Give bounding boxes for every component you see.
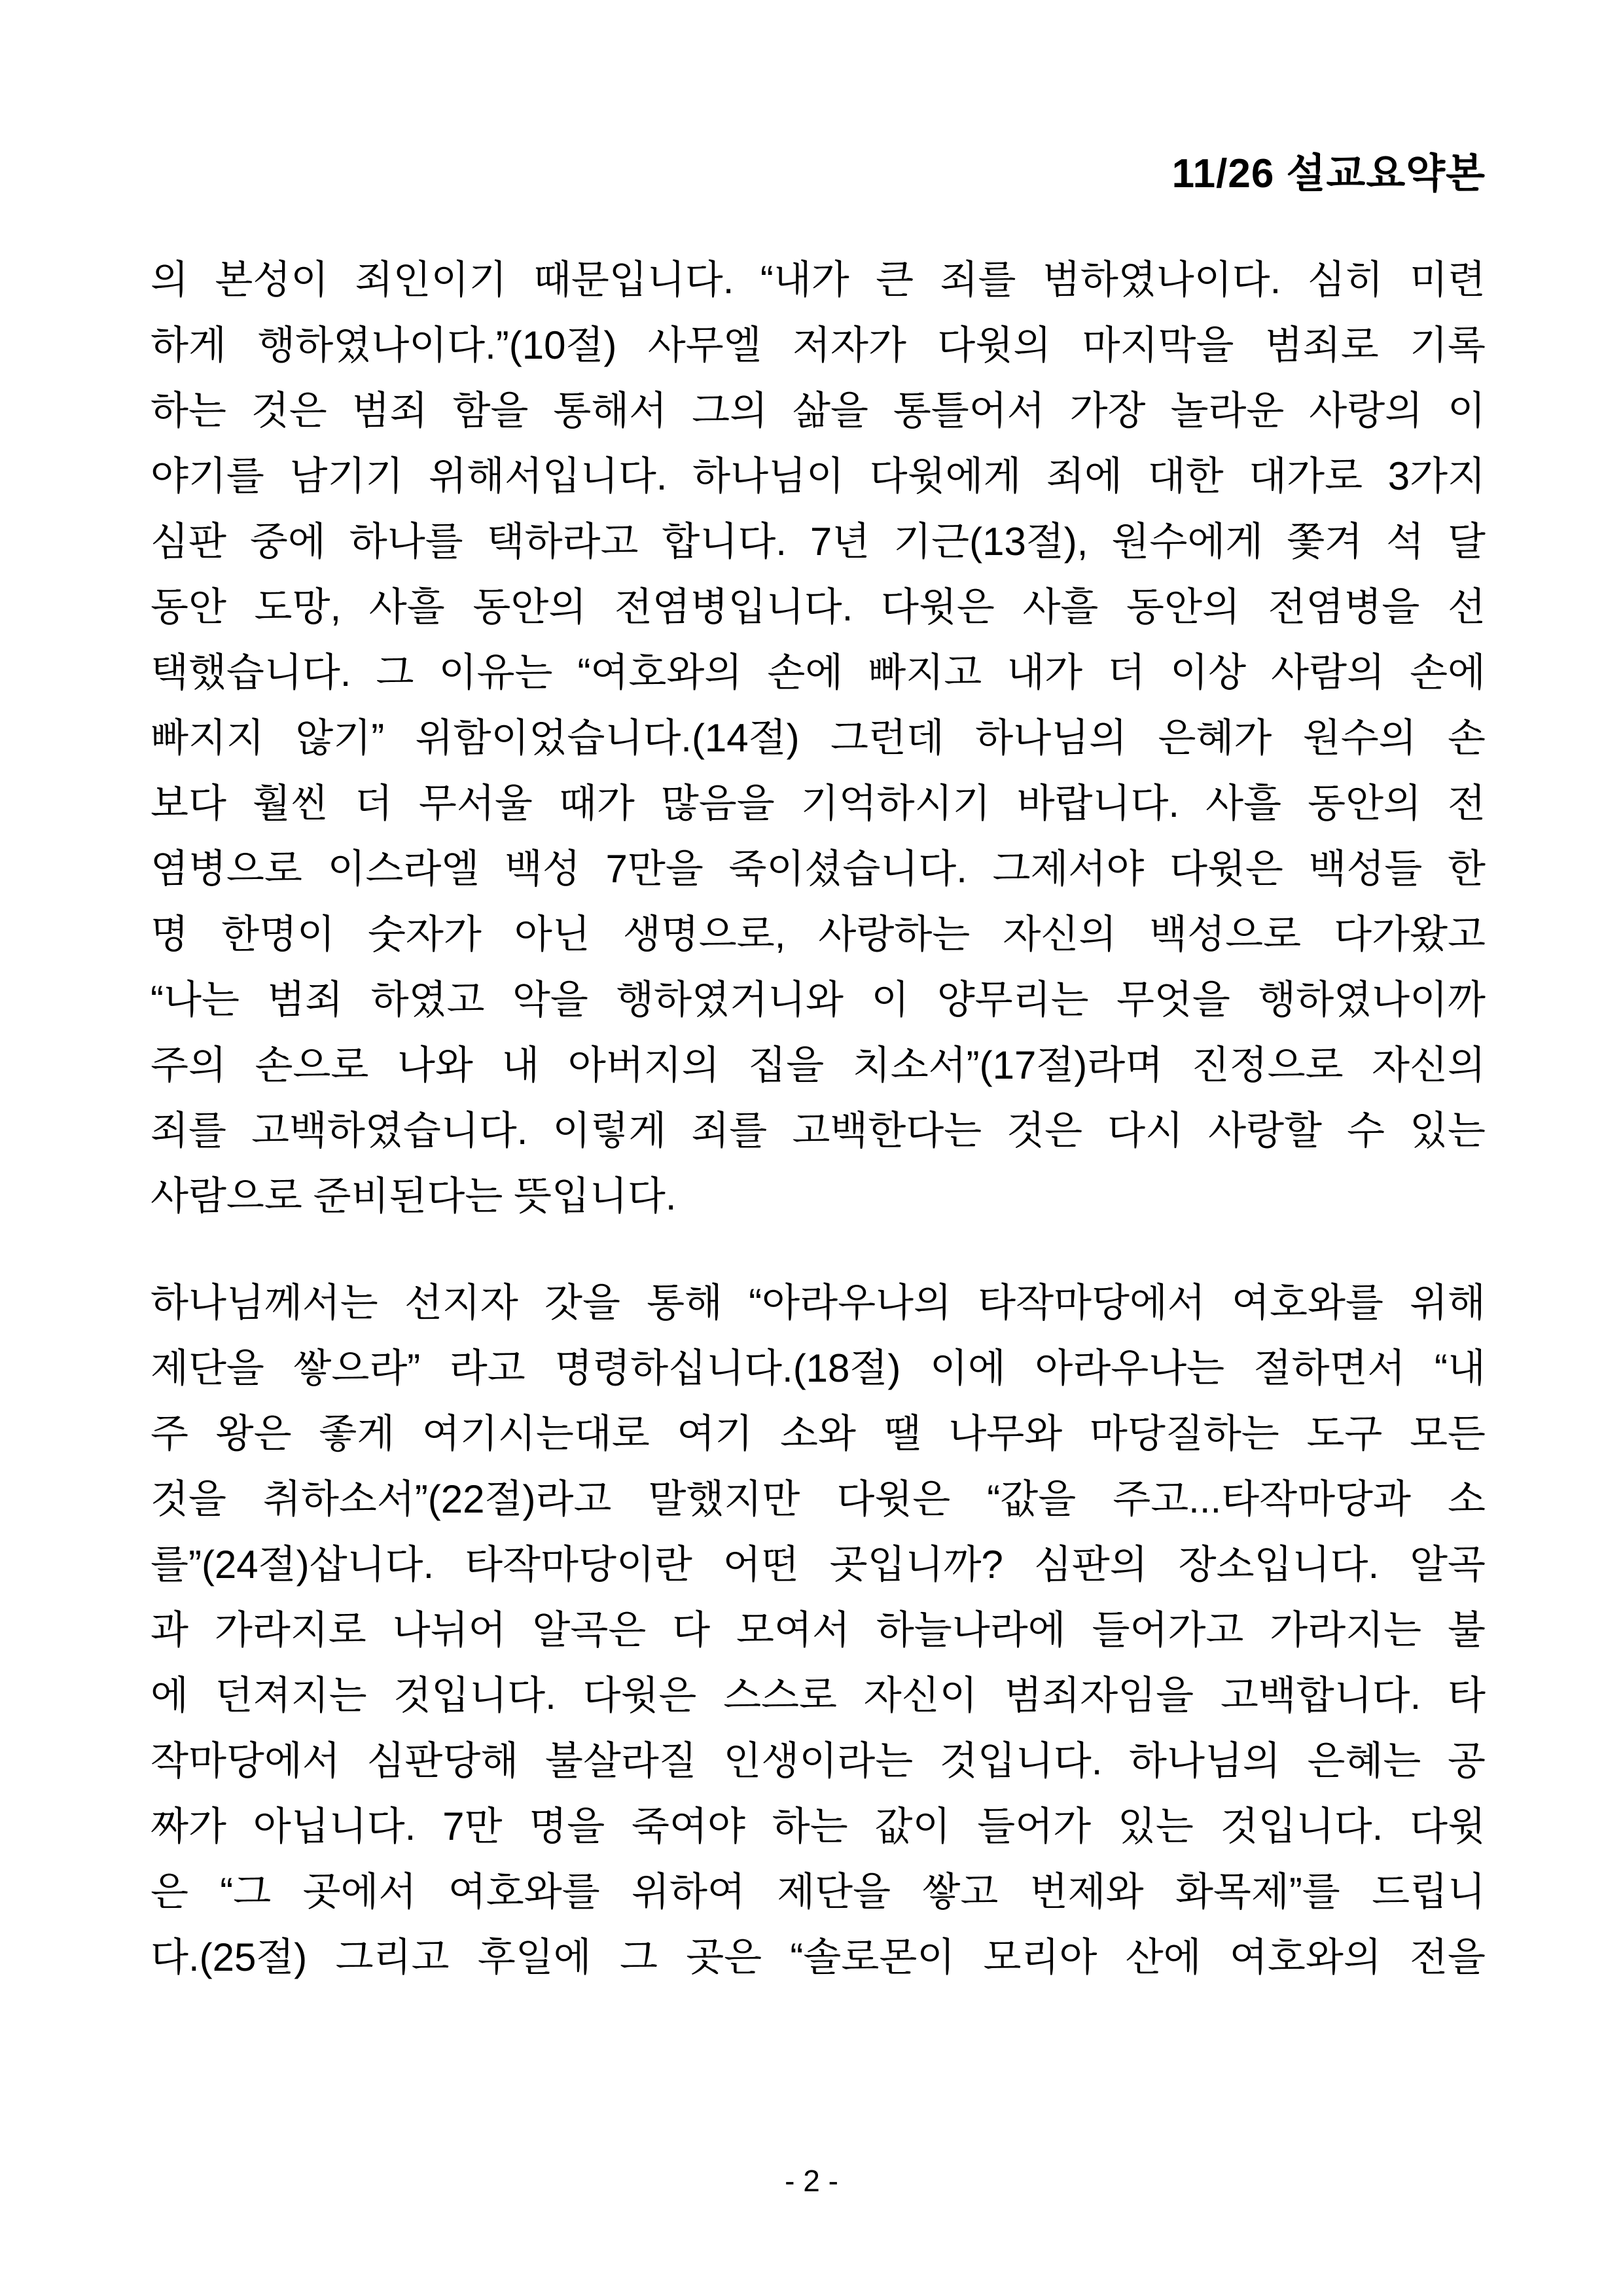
text-line: 보다 훨씬 더 무서울 때가 많음을 기억하시기 바랍니다. 사흘 동안의 전 xyxy=(151,781,1486,825)
paragraph-2 xyxy=(151,1270,1486,1990)
text-line: 은 “그 곳에서 여호와를 위하여 제단을 쌓고 번제와 화목제”를 드립니 xyxy=(151,1870,1486,1914)
text-line: 다.(25절) 그리고 후일에 그 곳은 “솔로몬이 모리아 산에 여호와의 전을 xyxy=(151,1935,1486,1979)
text-line: 사람으로 준비된다는 뜻입니다. xyxy=(151,1174,677,1218)
text-line: 명 한명이 숫자가 아닌 생명으로, 사랑하는 자신의 백성으로 다가왔고 xyxy=(151,912,1486,956)
text-line: 염병으로 이스라엘 백성 7만을 죽이셨습니다. 그제서야 다윗은 백성들 한 xyxy=(151,847,1486,891)
text-line: 제단을 쌓으라” 라고 명령하십니다.(18절) 이에 아라우나는 절하면서 “내 xyxy=(151,1346,1486,1390)
text-line: 주의 손으로 나와 내 아버지의 집을 치소서”(17절)라며 진정으로 자신의 xyxy=(151,1043,1486,1087)
document-body xyxy=(151,247,1486,1990)
text-line: 의 본성이 죄인이기 때문입니다. “내가 큰 죄를 범하였나이다. 심히 미련 xyxy=(151,258,1486,302)
text-line: 죄를 고백하였습니다. 이렇게 죄를 고백한다는 것은 다시 사랑할 수 있는 xyxy=(151,1109,1486,1153)
text-line: 를”(24절)삽니다. 타작마당이란 어떤 곳입니까? 심판의 장소입니다. 알곡 xyxy=(151,1543,1486,1587)
page-number: - 2 - xyxy=(785,2164,838,2198)
text-line: 작마당에서 심판당해 불살라질 인생이라는 것입니다. 하나님의 은혜는 공 xyxy=(151,1739,1486,1783)
text-line: 심판 중에 하나를 택하라고 합니다. 7년 기근(13절), 원수에게 쫓겨 석 달 xyxy=(151,520,1486,564)
text-line: 것을 취하소서”(22절)라고 말했지만 다윗은 “값을 주고...타작마당과 소 xyxy=(151,1477,1486,1521)
text-line: “나는 범죄 하였고 악을 행하였거니와 이 양무리는 무엇을 행하였나이까 xyxy=(151,978,1486,1022)
text-line: 주 왕은 좋게 여기시는대로 여기 소와 땔 나무와 마당질하는 도구 모든 xyxy=(151,1412,1486,1456)
text-line: 동안 도망, 사흘 동안의 전염병입니다. 다윗은 사흘 동안의 전염병을 선 xyxy=(151,585,1486,629)
text-line: 하게 행하였나이다.”(10절) 사무엘 저자가 다윗의 마지막을 범죄로 기록 xyxy=(151,323,1486,367)
document-header-title: 11/26 설교요약본 xyxy=(1171,151,1486,196)
paragraph-1 xyxy=(151,247,1486,1229)
text-line: 짜가 아닙니다. 7만 명을 죽여야 하는 값이 들어가 있는 것입니다. 다윗 xyxy=(151,1804,1486,1848)
text-line: 하는 것은 범죄 함을 통해서 그의 삶을 통틀어서 가장 놀라운 사랑의 이 xyxy=(151,389,1486,433)
text-line: 야기를 남기기 위해서입니다. 하나님이 다윗에게 죄에 대한 대가로 3가지 xyxy=(151,454,1486,498)
text-line: 과 가라지로 나뉘어 알곡은 다 모여서 하늘나라에 들어가고 가라지는 불 xyxy=(151,1608,1486,1652)
text-line: 택했습니다. 그 이유는 “여호와의 손에 빠지고 내가 더 이상 사람의 손에 xyxy=(151,651,1486,694)
text-line: 에 던져지는 것입니다. 다윗은 스스로 자신이 범죄자임을 고백합니다. 타 xyxy=(151,1674,1486,1717)
text-line: 빠지지 않기” 위함이었습니다.(14절) 그런데 하나님의 은혜가 원수의 손 xyxy=(151,716,1486,760)
text-line: 하나님께서는 선지자 갓을 통해 “아라우나의 타작마당에서 여호와를 위해 xyxy=(151,1281,1486,1325)
